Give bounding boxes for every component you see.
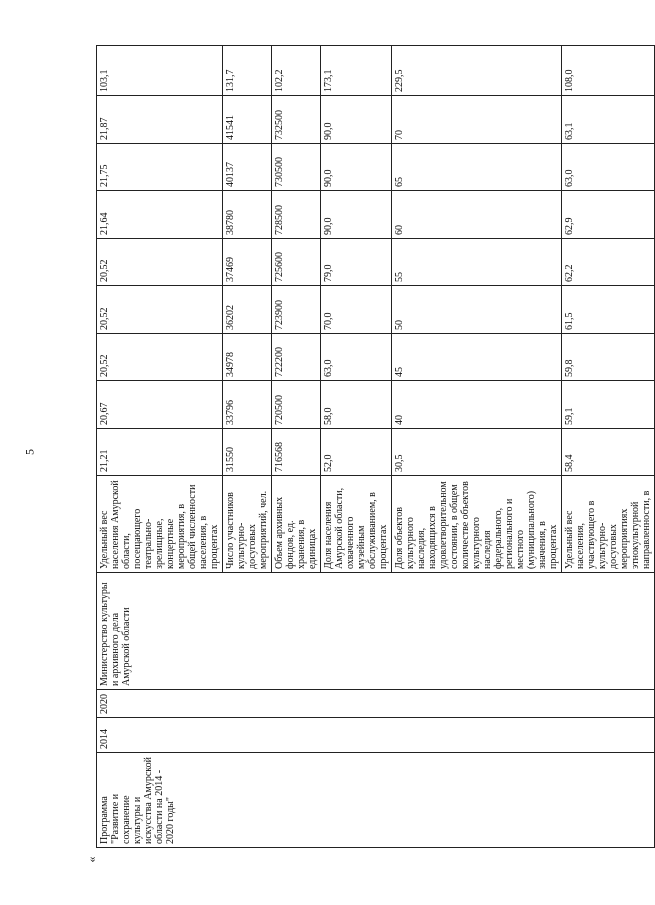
- page-number: 5: [22, 449, 37, 455]
- value-cell: 58,0: [321, 381, 392, 429]
- value-cell: 21,64: [97, 191, 223, 239]
- indicator-name: Удельный вес населения, участвующего в культурно-досуговых мероприятиях этнокультурной направленности, в: [562, 476, 655, 573]
- value-cell: 722200: [272, 334, 321, 381]
- value-cell: 20,52: [97, 334, 223, 381]
- value-cell: 70,0: [321, 286, 392, 334]
- value-cell: 41541: [223, 96, 272, 144]
- value-cell: 723900: [272, 286, 321, 334]
- value-cell: 20,52: [97, 286, 223, 334]
- value-cell: 730500: [272, 144, 321, 191]
- indicator-name: Удельный вес населения Амурской области, посещающего театрально-зрелищные, концертные мероприятия, в общей численности населения, в процентах: [97, 476, 223, 573]
- value-cell: 33796: [223, 381, 272, 429]
- value-cell: 21,87: [97, 96, 223, 144]
- value-cell: 50: [392, 286, 562, 334]
- value-cell: 720500: [272, 381, 321, 429]
- value-cell: 20,67: [97, 381, 223, 429]
- responsible-cell: Министерство культуры и архивного дела Амурской области: [97, 573, 655, 690]
- value-cell: 716568: [272, 429, 321, 476]
- value-cell: 21,21: [97, 429, 223, 476]
- value-cell: 173,1: [321, 46, 392, 96]
- value-cell: 79,0: [321, 239, 392, 286]
- value-cell: 63,0: [321, 334, 392, 381]
- value-cell: 31550: [223, 429, 272, 476]
- value-cell: 40: [392, 381, 562, 429]
- indicator-name: Объем архивных фондов, ед. хранения, в единицах: [272, 476, 321, 573]
- value-cell: 30,5: [392, 429, 562, 476]
- table-row: [97, 46, 223, 848]
- indicator-name: Доля населения Амурской области, охваченного музейным обслуживанием, в процентах: [321, 476, 392, 573]
- rotated-table-container: [96, 69, 652, 848]
- value-cell: 108,0: [562, 46, 655, 96]
- value-cell: 90,0: [321, 144, 392, 191]
- value-cell: 131,7: [223, 46, 272, 96]
- value-cell: 229,5: [392, 46, 562, 96]
- program-name-cell: Программа "Развитие и сохранение культуры и искусства Амурской области на 2014 - 2020 годы": [97, 753, 655, 848]
- indicators-table: [96, 45, 655, 848]
- value-cell: 38780: [223, 191, 272, 239]
- value-cell: 37469: [223, 239, 272, 286]
- opening-quote: «: [84, 856, 99, 863]
- value-cell: 55: [392, 239, 562, 286]
- value-cell: 62,9: [562, 191, 655, 239]
- value-cell: 59,1: [562, 381, 655, 429]
- value-cell: 36202: [223, 286, 272, 334]
- value-cell: 728500: [272, 191, 321, 239]
- value-cell: 63,1: [562, 96, 655, 144]
- value-cell: 63,0: [562, 144, 655, 191]
- value-cell: 90,0: [321, 191, 392, 239]
- value-cell: 34978: [223, 334, 272, 381]
- end-year-cell: 2020: [97, 690, 655, 718]
- value-cell: 62,2: [562, 239, 655, 286]
- value-cell: 102,2: [272, 46, 321, 96]
- value-cell: 52,0: [321, 429, 392, 476]
- value-cell: 90,0: [321, 96, 392, 144]
- value-cell: 60: [392, 191, 562, 239]
- indicator-name: Доля объектов культурного наследия, находящихся в удовлетворительном состоянии, в общем количестве объектов культурного наследия федерального, регионального и местного (муниципального) значения, в процентах: [392, 476, 562, 573]
- value-cell: 725600: [272, 239, 321, 286]
- start-year-cell: 2014: [97, 718, 655, 753]
- value-cell: 45: [392, 334, 562, 381]
- value-cell: 65: [392, 144, 562, 191]
- value-cell: 61,5: [562, 286, 655, 334]
- value-cell: 40137: [223, 144, 272, 191]
- value-cell: 21,75: [97, 144, 223, 191]
- value-cell: 70: [392, 96, 562, 144]
- value-cell: 58,4: [562, 429, 655, 476]
- value-cell: 732500: [272, 96, 321, 144]
- value-cell: 59,8: [562, 334, 655, 381]
- value-cell: 20,52: [97, 239, 223, 286]
- value-cell: 103,1: [97, 46, 223, 96]
- indicator-name: Число участников культурно-досуговых мероприятий, чел.: [223, 476, 272, 573]
